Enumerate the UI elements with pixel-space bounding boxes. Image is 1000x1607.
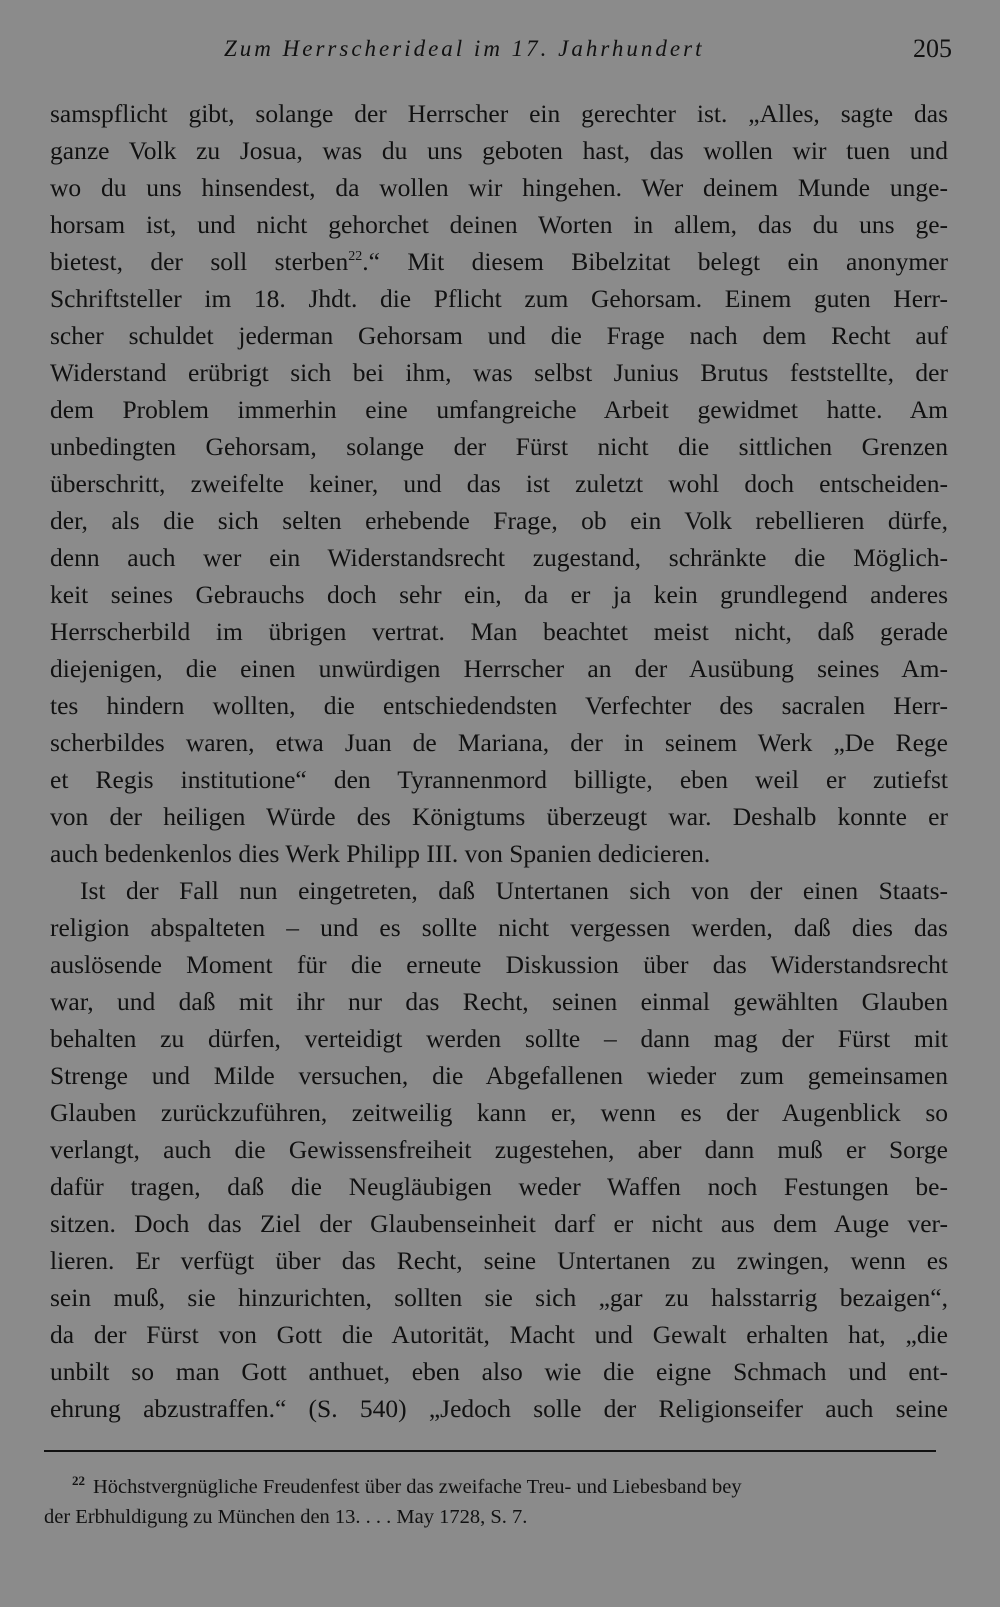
text-line: Ist der Fall nun eingetreten, daß Untertanen sich von der einen Staats- (80, 876, 948, 905)
text-line: da der Fürst von Gott die Autorität, Macht und Gewalt erhalten hat, „die (50, 1320, 948, 1349)
text-line: ehrung abzustraffen.“ (S. 540) „Jedoch solle der Religionseifer auch seine (50, 1394, 948, 1423)
text-line: Herrscherbild im übrigen vertrat. Man beachtet meist nicht, daß gerade (50, 617, 948, 646)
text-line: sitzen. Doch das Ziel der Glaubenseinheit darf er nicht aus dem Auge ver- (50, 1209, 948, 1238)
text-line: tes hindern wollten, die entschiedendsten Verfechter des sacralen Herr- (50, 691, 948, 720)
footnote-line (44, 1472, 936, 1502)
running-title: Zum Herrscherideal im 17. Jahrhundert (224, 36, 705, 61)
text-fragment: bietest, der soll sterben (50, 247, 349, 276)
footnote-rule (44, 1450, 936, 1452)
footnote-mark: 22 (72, 1473, 85, 1488)
text-line: sein muß, sie hinzurichten, sollten sie sich „gar zu halsstarrig bezaigen“, (50, 1283, 948, 1312)
text-line: lieren. Er verfügt über das Recht, seine Untertanen zu zwingen, wenn es (50, 1246, 948, 1275)
text-line: ganze Volk zu Josua, was du uns geboten hast, das wollen wir tuen und (50, 136, 948, 165)
text-line: verlangt, auch die Gewissensfreiheit zugestehen, aber dann muß er Sorge (50, 1135, 948, 1164)
running-head (46, 34, 952, 74)
text-line: Glauben zurückzuführen, zeitweilig kann er, wenn es der Augenblick so (50, 1098, 948, 1127)
text-line: denn auch wer ein Widerstandsrecht zugestand, schränkte die Möglich- (50, 543, 948, 572)
text-line: samspflicht gibt, solange der Herrscher ein gerechter ist. „Alles, sagte das (50, 99, 948, 128)
text-line: unbilt so man Gott anthuet, eben also wie die eigne Schmach und ent- (50, 1357, 948, 1386)
text-line: wo du uns hinsendest, da wollen wir hingehen. Wer deinem Munde unge- (50, 173, 948, 202)
text-line: Schriftsteller im 18. Jhdt. die Pflicht zum Gehorsam. Einem guten Herr- (50, 284, 948, 313)
text-line: Strenge und Milde versuchen, die Abgefallenen wieder zum gemeinsamen (50, 1061, 948, 1090)
text-line: auch bedenkenlos dies Werk Philipp III. von Spanien dedicieren. (50, 839, 711, 868)
page-number: 205 (913, 34, 952, 63)
text-line: keit seines Gebrauchs doch sehr ein, da er ja kein grundlegend anderes (50, 580, 948, 609)
body-text (50, 95, 948, 1427)
text-line: religion abspalteten – und es sollte nicht vergessen werden, daß dies das (50, 913, 948, 942)
footnote-line: der Erbhuldigung zu München den 13. . . . May 1728, S. 7. (44, 1506, 528, 1528)
text-line: dem Problem immerhin eine umfangreiche Arbeit gewidmet hatte. Am (50, 395, 948, 424)
text-line: dafür tragen, daß die Neugläubigen weder Waffen noch Festungen be- (50, 1172, 948, 1201)
text-line: horsam ist, und nicht gehorchet deinen Worten in allem, das du uns ge- (50, 210, 948, 239)
text-line: behalten zu dürfen, verteidigt werden sollte – dann mag der Fürst mit (50, 1024, 948, 1053)
text-line: unbedingten Gehorsam, solange der Fürst nicht die sittlichen Grenzen (50, 432, 948, 461)
text-line: überschritt, zweifelte keiner, und das ist zuletzt wohl doch entscheiden- (50, 469, 948, 498)
footnote (44, 1472, 936, 1532)
footnote-text: Höchstvergnügliche Freudenfest über das zweifache Treu- und Liebesband bey (93, 1476, 742, 1498)
text-line: diejenigen, die einen unwürdigen Herrscher an der Ausübung seines Am- (50, 654, 948, 683)
text-line: Widerstand erübrigt sich bei ihm, was selbst Junius Brutus feststellte, der (50, 358, 948, 387)
text-line: et Regis institutione“ den Tyrannenmord billigte, eben weil er zutiefst (50, 765, 948, 794)
text-line: von der heiligen Würde des Königtums überzeugt war. Deshalb konnte er (50, 802, 948, 831)
text-line: scher schuldet jederman Gehorsam und die Frage nach dem Recht auf (50, 321, 948, 350)
text-line: scherbildes waren, etwa Juan de Mariana, der in seinem Werk „De Rege (50, 728, 948, 757)
text-fragment: .“ Mit diesem Bibelzitat belegt ein anonymer (362, 247, 948, 276)
text-line: auslösende Moment für die erneute Diskussion über das Widerstandsrecht (50, 950, 948, 979)
text-line: der, als die sich selten erhebende Frage, ob ein Volk rebellieren dürfe, (50, 506, 948, 535)
text-line: war, und daß mit ihr nur das Recht, seinen einmal gewählten Glauben (50, 987, 948, 1016)
text-line (50, 243, 948, 280)
footnote-reference: 22 (348, 249, 363, 264)
